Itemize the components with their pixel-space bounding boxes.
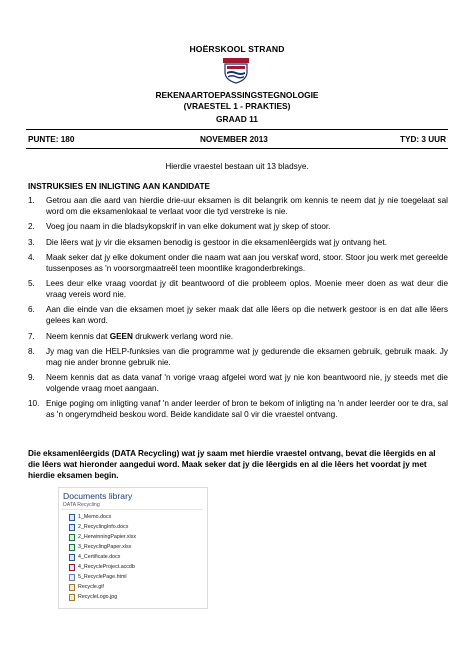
documents-library-screenshot (58, 487, 208, 609)
instructions-heading: INSTRUKSIES EN INLIGTING AAN KANDIDATE (28, 182, 210, 191)
instruction-number: 10. (28, 399, 40, 409)
file-item (69, 512, 136, 522)
image-file-icon (69, 584, 75, 591)
instruction-number: 7. (28, 331, 35, 341)
excel-icon (69, 544, 75, 551)
file-name: 3_RecyclingPaper.xlsx (78, 544, 132, 550)
instruction-number: 2. (28, 222, 35, 232)
instruction-text: Maak seker dat jy elke dokument onder die naam wat aan jou verskaf word, stoor. Stoor jou werk met gereelde tussenposes as 'n voorsorgmaatreël teen moontlike kragonderbrekings. (46, 252, 448, 273)
instruction-text: Voeg jou naam in die bladsykopskrif in van elke dokument wat jy skep of stoor. (46, 222, 331, 232)
file-item (69, 532, 136, 542)
instruction-text: Enige poging om inligting vanaf 'n ander leerder of bron te bekom of inligting na 'n ander leerder oor te dra, sal as 'n ongerymdheid beskou word. Beide kandidate sal 0 vir die vraestel ontvang. (46, 399, 448, 420)
instruction-item (28, 332, 448, 343)
file-item (69, 552, 136, 562)
folder-note: Die eksamenlêergids (DATA Recycling) wat jy saam met hierdie vraestel ontvang, bevat die lêergids en al die lêers wat hieronder aangedui word. Maak seker dat jy die lêergids en al die lêers het voordat jy met hierdie eksamen begin. (28, 449, 436, 480)
school-name: HOËRSKOOL STRAND (189, 44, 285, 54)
file-name: RecycleLogo.jpg (78, 594, 118, 600)
instruction-item (28, 238, 448, 249)
file-name: 5_RecyclePage.html (78, 574, 127, 580)
instruction-item (28, 305, 448, 327)
file-item (69, 572, 136, 582)
instruction-item (28, 347, 448, 369)
library-subtitle: DATA Recycling (63, 502, 100, 508)
library-divider (61, 509, 203, 510)
library-title: Documents library (63, 491, 133, 501)
instruction-item (28, 196, 448, 218)
word-doc-icon (69, 554, 75, 561)
instruction-item (28, 399, 448, 421)
instruction-number: 1. (28, 196, 35, 205)
instruction-item (28, 253, 448, 275)
instructions-list (28, 196, 448, 425)
instruction-number: 6. (28, 305, 35, 315)
instruction-text: Aan die einde van die eksamen moet jy seker maak dat alle lêers op die netwerk gestoor is en dat alle lêers gelees kan word. (46, 305, 448, 326)
instruction-number: 3. (28, 237, 35, 247)
file-item (69, 542, 136, 552)
instruction-text: Die lêers wat jy vir die eksamen benodig is gestoor in die eksamenlêergids wat jy ontvang het. (46, 237, 387, 247)
file-name: 4_Certificate.docx (78, 554, 121, 560)
word-doc-icon (69, 524, 75, 531)
file-item (69, 592, 136, 602)
file-name: 4_RecycleProject.accdb (78, 564, 135, 570)
header-top-rule (26, 129, 448, 130)
file-item (69, 522, 136, 532)
file-name: 2_RecyclingInfo.docx (78, 524, 129, 530)
excel-icon (69, 534, 75, 541)
image-file-icon (69, 594, 75, 601)
instruction-item (28, 373, 448, 395)
file-list (69, 512, 136, 602)
header-bottom-rule (26, 148, 448, 149)
instruction-text: Getrou aan die aard van hierdie drie-uur eksamen is dit belangrik om kennis te neem dat jy nie toegelaat sal word om die eksamenlokaal te verlaat voor die tyd verstreke is nie. (46, 196, 448, 216)
word-doc-icon (69, 514, 75, 521)
html-file-icon (69, 574, 75, 581)
school-crest-icon (221, 56, 251, 84)
file-name: Recycle.gif (78, 584, 104, 590)
access-db-icon (69, 564, 75, 571)
instruction-text: Neem kennis dat as data vanaf 'n vorige vraag afgelei word wat jy nie kon beantwoord nie, jy steeds met die volgende vraag moet aangaan. (46, 373, 448, 393)
instruction-text: Lees deur elke vraag voordat jy dit beantwoord of die probleem oplos. Moenie meer doen as wat deur die vraag vereis word nie. (46, 279, 448, 299)
subject-title: REKENAARTOEPASSINGSTEGNOLOGIE (155, 90, 319, 100)
instruction-number: 4. (28, 252, 35, 262)
instruction-number: 8. (28, 346, 35, 356)
time-label: TYD: 3 UUR (400, 135, 446, 144)
instruction-item (28, 279, 448, 301)
instruction-text: Jy mag van die HELP-funksies van die programme wat jy gedurende die eksamen gebruik, gebruik maak. Jy mag nie ander bronne gebruik nie. (46, 346, 448, 367)
instruction-number: 9. (28, 373, 35, 383)
page-count-note: Hierdie vraestel bestaan uit 13 bladsye. (165, 162, 309, 171)
paper-title: (VRAESTEL 1 - PRAKTIES) (183, 101, 291, 111)
instruction-emphasis: GEEN (109, 331, 133, 341)
marks-label: PUNTE: 180 (28, 135, 75, 144)
instruction-text-end: drukwerk verlang word nie. (132, 331, 234, 341)
instruction-number: 5. (28, 279, 35, 289)
file-name: 2_HerwinningPapier.xlsx (78, 534, 137, 540)
instruction-item (28, 222, 448, 233)
instruction-text-start: Neem kennis dat (46, 331, 110, 341)
file-item (69, 582, 136, 592)
grade-title: GRAAD 11 (216, 114, 258, 124)
file-item (69, 562, 136, 572)
exam-date: NOVEMBER 2013 (200, 135, 268, 144)
file-name: 1_Memo.docx (78, 514, 112, 520)
